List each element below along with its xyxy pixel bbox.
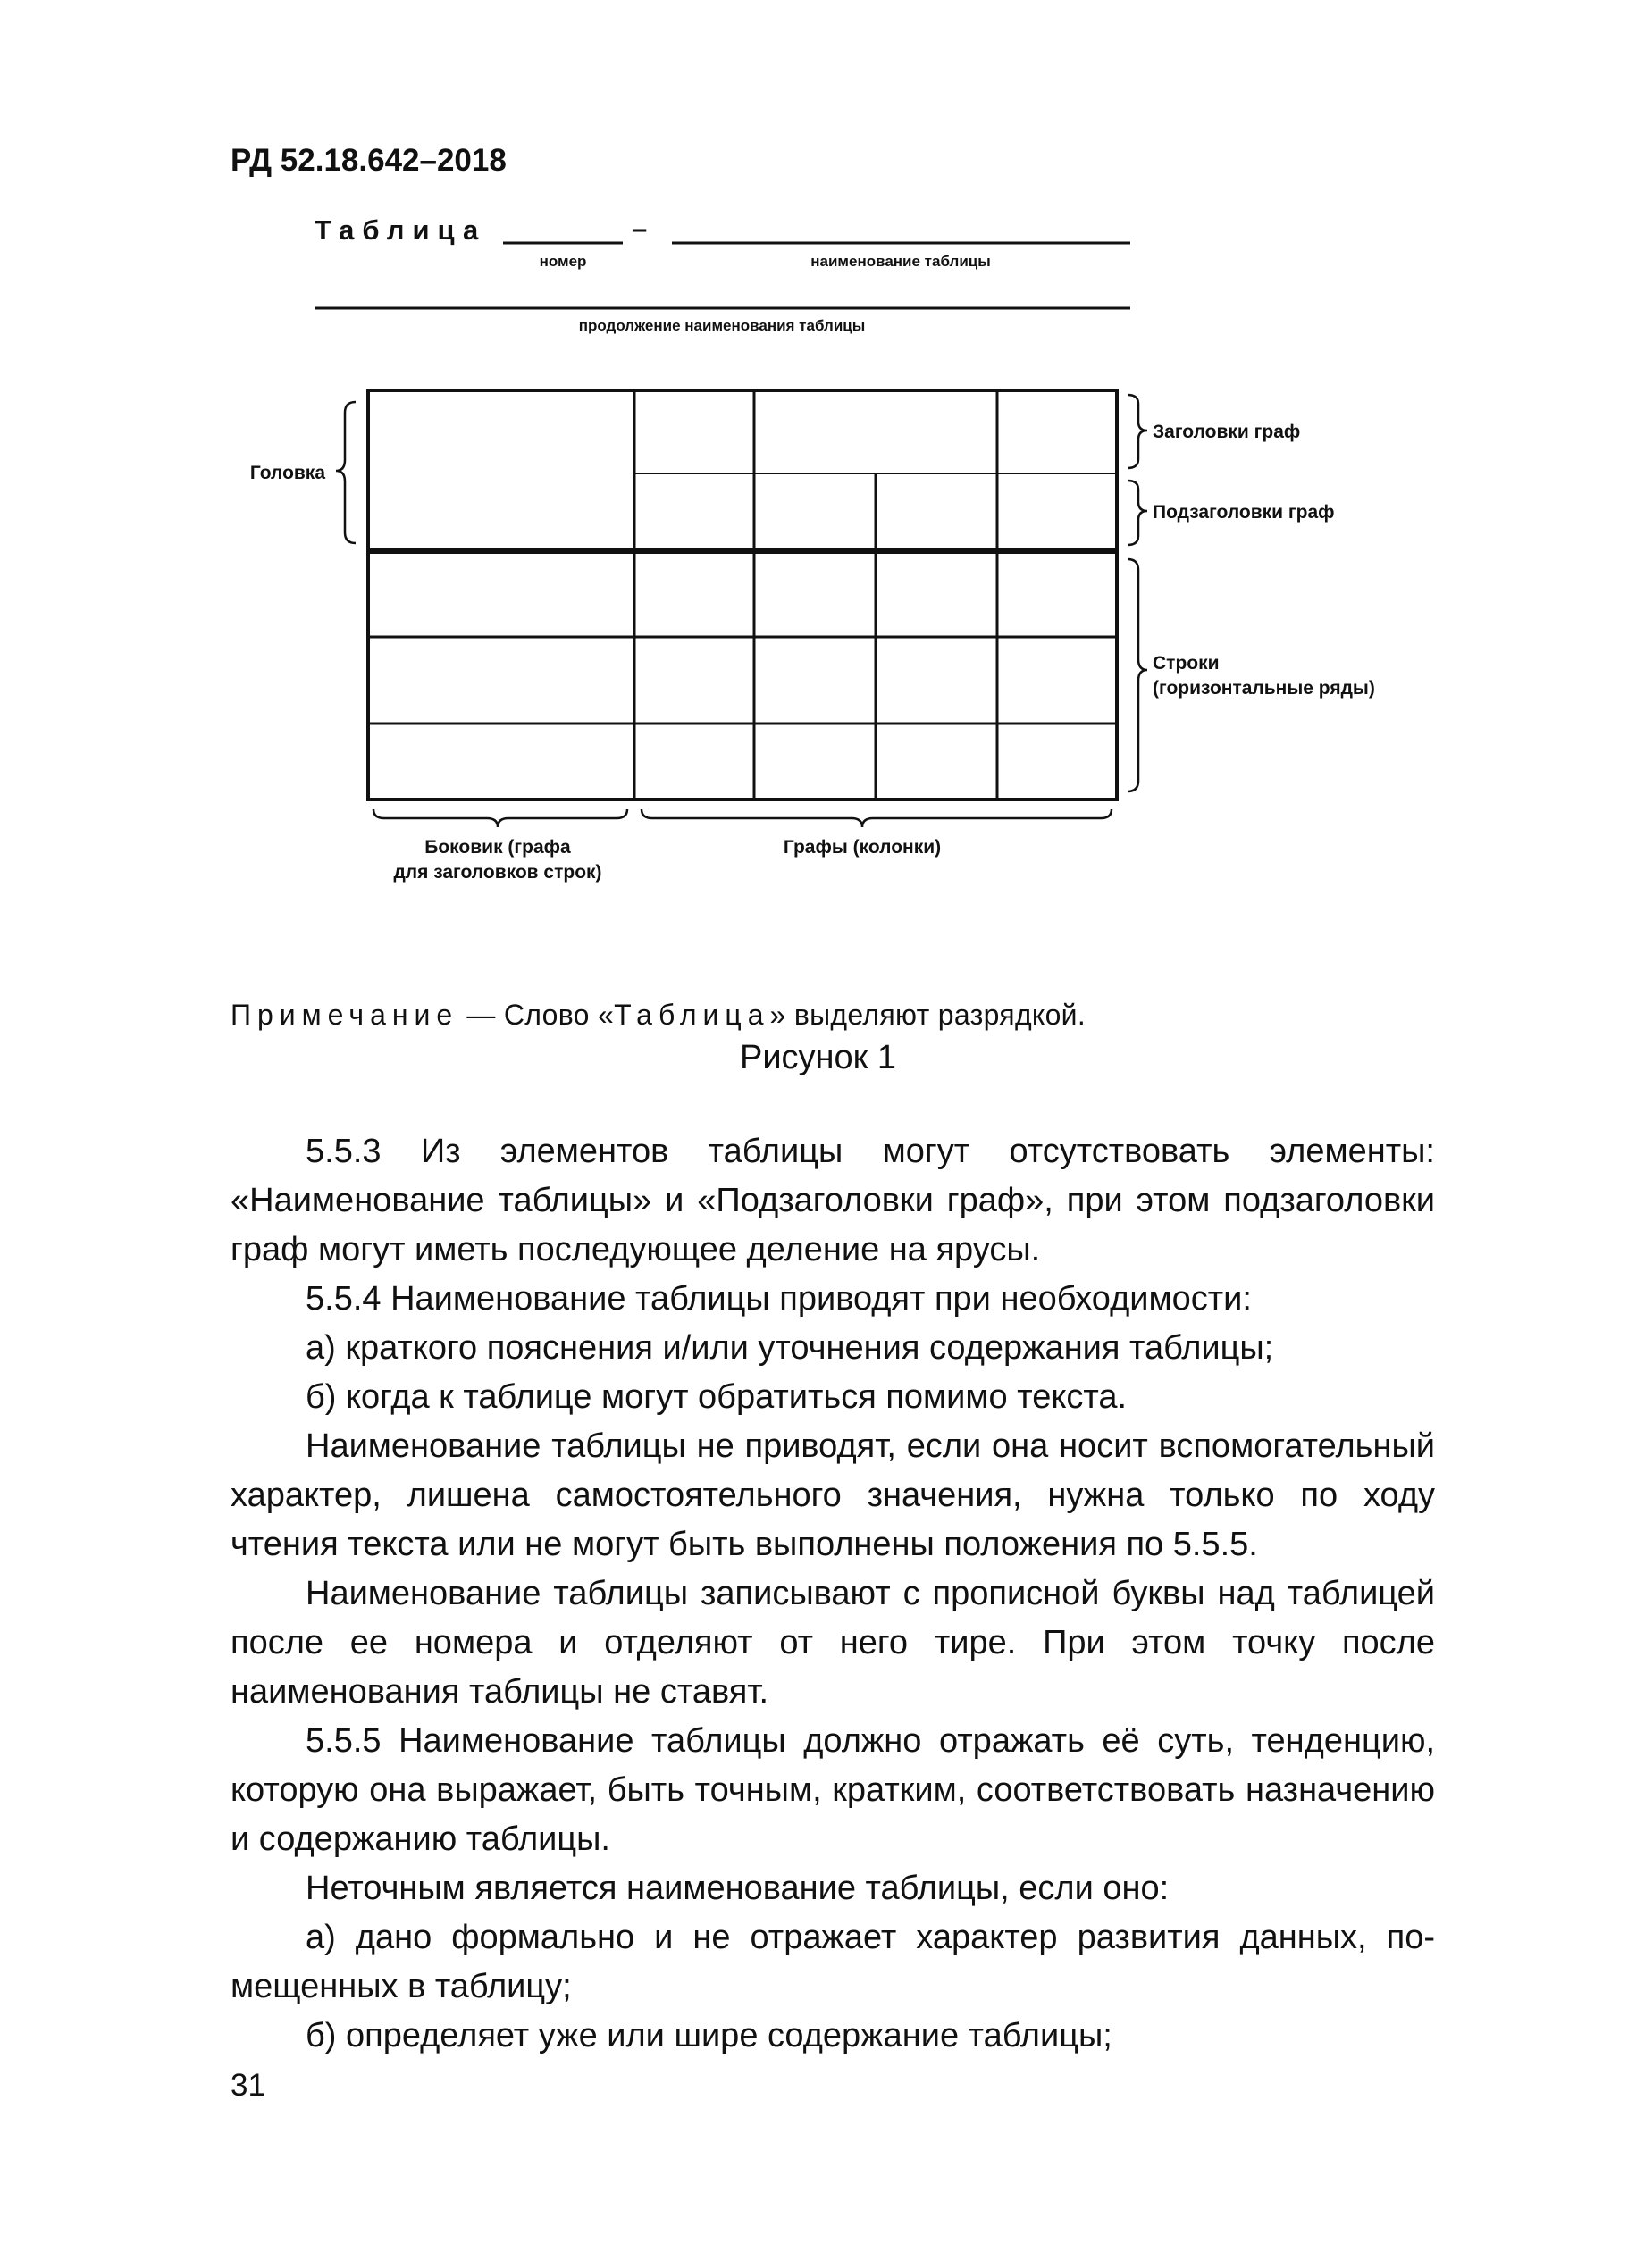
table-outline <box>368 390 1117 799</box>
label-rows-line1: Строки <box>1153 653 1220 674</box>
figure-caption: Рисунок 1 <box>739 1039 896 1076</box>
table-structure-figure <box>0 0 1636 965</box>
label-columns: Графы (колонки) <box>783 837 942 858</box>
paragraph: 5.5.3 Из элементов таблицы могут отсутствовать элементы: «Наименование таблицы» и «Подзаголовки граф», при этом подзаголовки граф могут иметь последующее деление на ярусы. <box>231 1133 1435 1268</box>
list-item: а) краткого пояснения и/или уточнения содержания таблицы; <box>306 1329 1274 1367</box>
paragraph: Наименование таблицы не приводят, если она носит вспомогательный характер, лишена самостоятельного значения, нужна только по ходу чтения текста или не могут быть выполнены положения по 5.5.5. <box>231 1427 1435 1563</box>
list-item: а) дано формально и не отражает характер развития данных, помещенных в таблицу; <box>231 1919 1435 2005</box>
label-name: наименование таблицы <box>810 253 991 270</box>
label-head: Головка <box>249 463 325 483</box>
paragraph: Наименование таблицы записывают с прописной буквы над таблицей после ее номера и отделяют от него тире. При этом точку после наименования таблицы не ставят. <box>231 1575 1435 1711</box>
paragraph: 5.5.5 Наименование таблицы должно отражать её суть, тенденцию, которую она выражает, быть точным, кратким, соответствовать назначению и содержанию таблицы. <box>231 1722 1435 1858</box>
figure-note <box>231 999 1086 1032</box>
body-text <box>231 1127 1435 2061</box>
list-item: б) когда к таблице могут обратиться помимо текста. <box>306 1378 1128 1416</box>
label-number: номер <box>539 253 587 270</box>
note-dash: — Слово « <box>458 999 615 1031</box>
label-stub-line1: Боковик (графа <box>424 837 571 858</box>
note-suffix: » выделяют разрядкой. <box>769 999 1086 1031</box>
figure-dash: – <box>632 213 648 244</box>
list-item: б) определяет уже или шире содержание таблицы; <box>306 2017 1112 2055</box>
figure-table-word: Таблица <box>315 214 487 246</box>
head-brace <box>336 402 356 543</box>
document-code: РД 52.18.642–2018 <box>231 143 507 178</box>
label-name-continued: продолжение наименования таблицы <box>578 317 866 334</box>
column-headers-brace <box>1128 395 1147 468</box>
note-word: Таблица <box>614 999 770 1031</box>
label-rows-line2: (горизонтальные ряды) <box>1153 678 1375 699</box>
paragraph: Неточным является наименование таблицы, если оно: <box>306 1870 1170 1907</box>
subheaders-brace <box>1128 481 1147 545</box>
label-column-headers: Заголовки граф <box>1153 422 1301 442</box>
label-stub-line2: для заголовков строк) <box>393 862 602 883</box>
rows-brace <box>1128 559 1147 791</box>
page-number: 31 <box>231 2068 265 2103</box>
columns-brace <box>642 809 1112 827</box>
label-subheaders: Подзаголовки граф <box>1153 502 1335 523</box>
table-grid <box>368 390 1117 799</box>
paragraph: 5.5.4 Наименование таблицы приводят при необходимости: <box>306 1280 1252 1318</box>
note-prefix: Примечание <box>231 999 459 1031</box>
stub-brace <box>373 809 627 827</box>
